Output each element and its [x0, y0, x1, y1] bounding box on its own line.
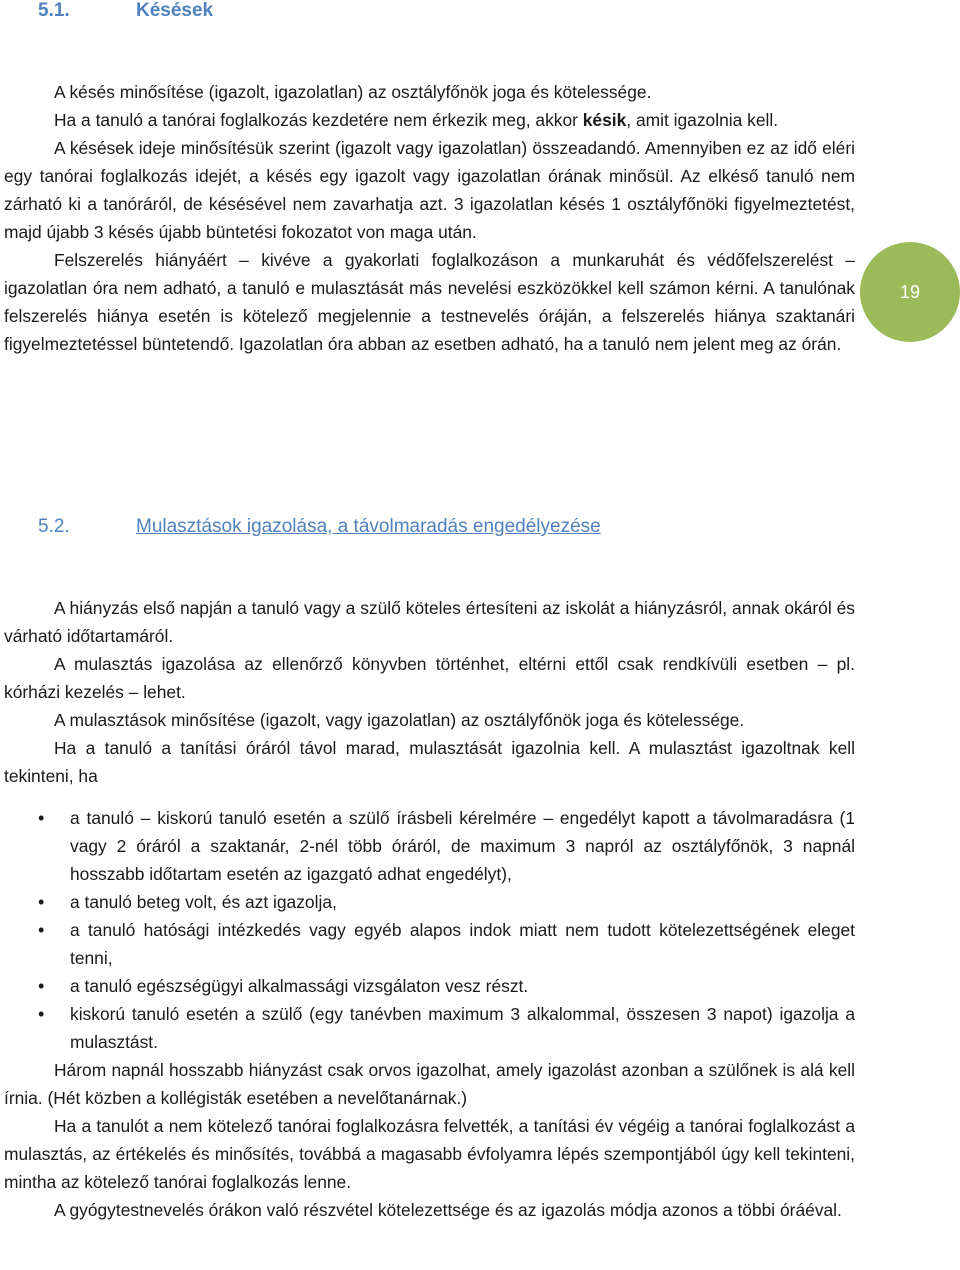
section-title: Mulasztások igazolása, a távolmaradás engedélyezése	[136, 516, 601, 537]
section-body-5-1	[4, 78, 855, 358]
paragraph: A késés minősítése (igazolt, igazolatlan) az osztályfőnök joga és kötelessége.	[54, 82, 652, 102]
section-title: Késések	[136, 0, 214, 21]
list-item: • kiskorú tanuló esetén a szülő (egy tanévben maximum 3 alkalommal, összesen 3 napot) igazolja a mulasztást.	[4, 1000, 855, 1056]
paragraph-text: Ha a tanuló a tanórai foglalkozás kezdetére nem érkezik meg, akkor	[54, 110, 583, 130]
section-heading-5-2	[38, 516, 601, 538]
paragraph: A hiányzás első napján a tanuló vagy a szülő köteles értesíteni az iskolát a hiányzásról, annak okáról és várható időtartamáról.	[4, 598, 855, 646]
paragraph	[4, 106, 855, 134]
paragraph: A gyógytestnevelés órákon való részvétel kötelezettsége és az igazolás módja azonos a többi óráéval.	[54, 1200, 842, 1220]
section-heading-5-1	[38, 0, 213, 22]
list-item: • a tanuló beteg volt, és azt igazolja,	[4, 888, 855, 916]
section-body-5-2	[4, 594, 855, 1224]
bold-term: késik	[582, 110, 627, 130]
paragraph: Ha a tanuló a tanítási óráról távol marad, mulasztását igazolnia kell. A mulasztást igazoltnak kell tekinteni, ha	[4, 738, 855, 786]
list-item: • a tanuló hatósági intézkedés vagy egyéb alapos indok miatt nem tudott kötelezettségének eleget tenni,	[4, 916, 855, 972]
paragraph: Ha a tanulót a nem kötelező tanórai foglalkozásra felvették, a tanítási év végéig a tanórai foglalkozást a mulasztás, az értékelés és minősítés, továbbá a magasabb évfolyamra lépés szempontjából úgy kell tekinteni, mintha az kötelező tanórai foglalkozás lenne.	[4, 1116, 855, 1192]
list-item: • a tanuló egészségügyi alkalmassági vizsgálaton vesz részt.	[4, 972, 855, 1000]
paragraph: Három napnál hosszabb hiányzást csak orvos igazolhat, amely igazolást azonban a szülőnek is alá kell írnia. (Hét közben a kollégisták esetében a nevelőtanárnak.)	[4, 1060, 855, 1108]
paragraph: Felszerelés hiányáért – kivéve a gyakorlati foglalkozáson a munkaruhát és védőfelszerelést – igazolatlan óra nem adható, a tanuló e mulasztását más nevelési eszközökkel kell számon kérni. A tanulónak felszerelés hiánya esetén is kötelező megjelennie a testnevelés óráján, a felszerelés hiánya szaktanári figyelmeztetéssel büntetendő. Igazolatlan óra abban az esetben adható, ha a tanuló nem jelent meg az órán.	[4, 250, 855, 354]
page-number-badge: 19	[860, 242, 960, 342]
bullet-list	[4, 804, 855, 1056]
paragraph: A késések ideje minősítésük szerint (igazolt vagy igazolatlan) összeadandó. Amennyiben ez az idő eléri egy tanórai foglalkozás idejét, a késés egy igazolt vagy igazolatlan órának minősül. Az elkéső tanuló nem zárható ki a tanóráról, de késésével nem zavarhatja azt. 3 igazolatlan késés 1 osztályfőnöki figyelmeztetést, majd újabb 3 késés újabb büntetési fokozatot von maga után.	[4, 138, 855, 242]
paragraph-text: , amit igazolnia kell.	[626, 110, 779, 130]
list-item: • a tanuló – kiskorú tanuló esetén a szülő írásbeli kérelmére – engedélyt kapott a távolmaradásra (1 vagy 2 óráról a szaktanár, 2-nél több óráról, de maximum 3 napról az osztályfőnök, 3 napnál hosszabb időtartam esetén az igazgató adhat engedélyt),	[4, 804, 855, 888]
section-number: 5.2.	[38, 516, 70, 537]
section-number: 5.1.	[38, 0, 70, 21]
paragraph: A mulasztások minősítése (igazolt, vagy igazolatlan) az osztályfőnök joga és kötelessége.	[54, 710, 745, 730]
paragraph: A mulasztás igazolása az ellenőrző könyvben történhet, eltérni ettől csak rendkívüli esetben – pl. kórházi kezelés – lehet.	[4, 654, 855, 702]
